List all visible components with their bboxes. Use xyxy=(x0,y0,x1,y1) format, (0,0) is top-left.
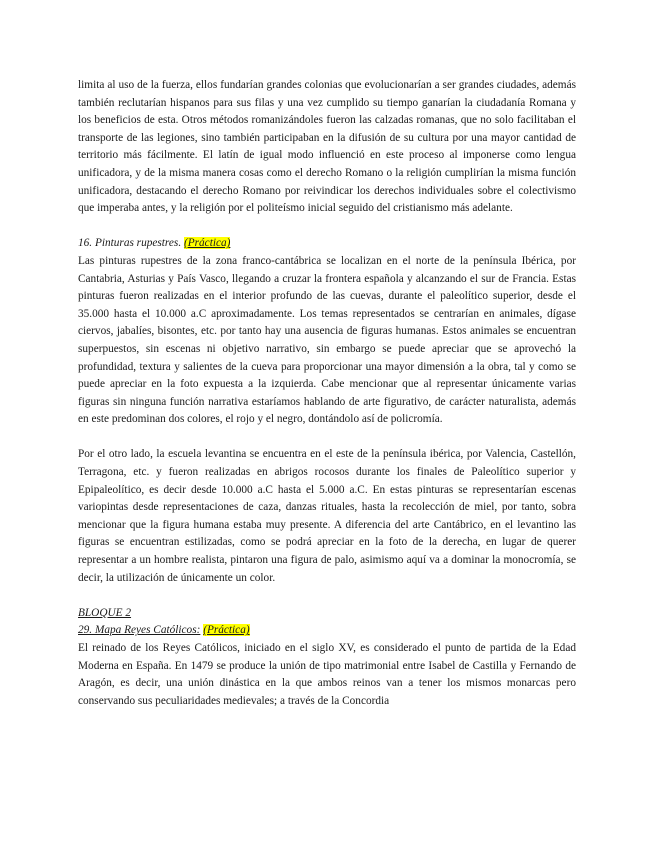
paragraph-catholic-monarchs: El reinado de los Reyes Católicos, iniciado en el siglo XV, es considerado el punto de partida de la Edad Moderna en España. En 1479 se produce la unión de tipo matrimonial entre Isabel de Castilla y Fernando de Aragón, es decir, una unión dinástica en la que ambos reinos van a tener los mismos monarcas pero conservando sus peculiaridades medievales; a través de la Concordia xyxy=(78,642,576,707)
section-heading-29-title: 29. Mapa Reyes Católicos: xyxy=(78,624,201,637)
section-heading-16 xyxy=(78,235,576,253)
section-heading-29 xyxy=(78,622,576,640)
document-page xyxy=(78,77,576,710)
paragraph-gap xyxy=(78,429,576,447)
practice-tag-16: (Práctica) xyxy=(183,237,231,250)
practice-tag-29: (Práctica) xyxy=(203,624,250,637)
paragraph-gap xyxy=(78,587,576,605)
paragraph-romanization: limita al uso de la fuerza, ellos fundarían grandes colonias que evolucionarían a ser grandes ciudades, además también reclutarían hispanos para sus filas y una vez cumplido su tiempo ganarían la ciudadanía Romana y los beneficios de esta. Otros métodos romanizándoles fueron las calzadas romanas, que no solo facilitaban el transporte de las legiones, sino también participaban en la difusión de su cultura por una mayor cantidad de territorio más fácilmente. El latín de igual modo influenció en este proceso al imponerse como lengua unificadora, y de la misma manera cosas como el derecho Romano o la religión cumplirían la misma función unificadora, destacando el derecho Romano por reivindicar los derechos individuales sobre el colectivismo que imperaba antes, y la religión por el politeísmo inicial seguido del cristianismo más adelante. xyxy=(78,79,576,215)
paragraph-gap xyxy=(78,218,576,236)
paragraph-franco-cantabrian: Las pinturas rupestres de la zona franco-cantábrica se localizan en el norte de la península Ibérica, por Cantabria, Asturias y País Vasco, llegando a cruzar la frontera española y alcanzando el sur de Francia. Estas pinturas fueron realizadas en el interior profundo de las cuevas, durante el paleolítico superior, desde el 35.000 hasta el 10.000 a.C aproximadamente. Los temas representados se centrarían en animales, dígase ciervos, jabalíes, bisontes, etc. por tanto hay una ausencia de figuras humanas. Estos animales se encuentran superpuestos, sin escenas ni objetivo narrativo, sin embargo se puede apreciar que se aprovechó la profundidad, textura y salientes de la cueva para proporcionar una mayor dimensión a la obra, tal y como se puede apreciar en la foto expuesta a la izquierda. Cabe mencionar que al representar únicamente varias figuras sin ninguna función narrativa estaríamos hablando de arte figurativo, de carácter naturalista, además en este predominan dos colores, el rojo y el negro, dontándolo así de policromía. xyxy=(78,254,576,426)
paragraph-levantine: Por el otro lado, la escuela levantina se encuentra en el este de la península ibérica, por Valencia, Castellón, Terragona, etc. y fueron realizadas en abrigos rocosos durante los finales de Paleolítico superior y Epipaleolítico, es decir desde 10.000 a.C hasta el 5.000 a.C. En estas pinturas se representarían escenas variopintas desde representaciones de caza, danzas rituales, hasta la recolección de miel, por tanto, sobra mencionar que la figura humana estaba muy presente. A diferencia del arte Cantábrico, en el levantino las figuras se encuentran estilizadas, como se podrá apreciar en la foto de la derecha, en lugar de querer representar a un hombre realista, pintaron una figura de palo, asimismo aquí va a dominar la monocromía, se decir, la utilización de únicamente un color. xyxy=(78,448,576,584)
section-heading-16-title: 16. Pinturas rupestres. xyxy=(78,237,182,250)
block-heading: BLOQUE 2 xyxy=(78,606,132,619)
